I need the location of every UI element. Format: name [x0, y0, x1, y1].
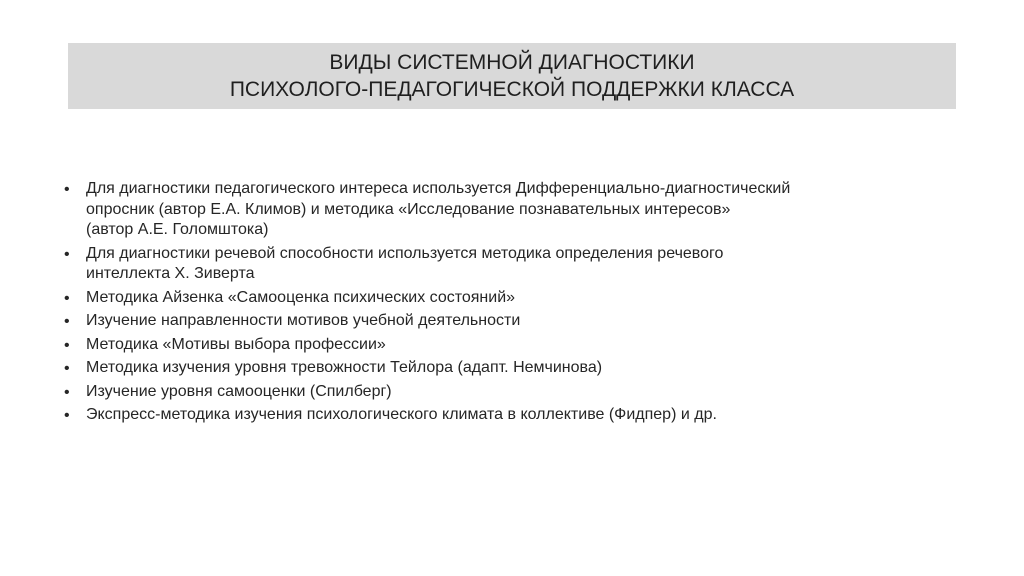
bullet-icon: •	[64, 407, 70, 424]
bullet-icon: •	[64, 289, 70, 307]
bullet-text-line: интеллекта Х. Зиверта	[86, 265, 255, 282]
bullet-text-line: Изучение направленности мотивов учебной деятельности	[86, 312, 521, 329]
bullet-text-line: Методика «Мотивы выбора профессии»	[86, 335, 386, 353]
bullet-text-line: Изучение уровня самооценки (Спилберг)	[86, 382, 392, 400]
bullet-text-line: Методика Айзенка «Самооценка психических состояний»	[86, 288, 516, 306]
bullet-icon: •	[64, 245, 70, 263]
bullet-text-line: Для диагностики педагогического интереса используется Дифференциально-диагностический	[86, 180, 791, 197]
bullet-icon: •	[64, 181, 70, 198]
bullet-text-line: опросник (автор Е.А. Климов) и методика «Исследование познавательных интересов»	[86, 200, 731, 218]
bullet-list	[64, 179, 964, 429]
bullet-item-8	[64, 405, 964, 426]
bullet-icon: •	[64, 313, 70, 330]
bullet-item-7	[64, 382, 964, 403]
bullet-icon: •	[64, 383, 70, 401]
bullet-text-line: Методика изучения уровня тревожности Тейлора (адапт. Немчинова)	[86, 359, 603, 376]
title-banner	[68, 43, 956, 109]
bullet-icon: •	[64, 360, 70, 377]
bullet-item-2	[64, 244, 964, 285]
bullet-text-line: Экспресс-методика изучения психологического климата в коллективе (Фидпер) и др.	[86, 406, 717, 423]
bullet-item-6	[64, 358, 964, 379]
bullet-item-1	[64, 179, 964, 241]
bullet-text-line: (автор А.Е. Голомштока)	[86, 221, 269, 238]
bullet-item-4	[64, 311, 964, 332]
bullet-item-3	[64, 288, 964, 309]
slide-title-line-1: ВИДЫ СИСТЕМНОЙ ДИАГНОСТИКИ	[329, 51, 695, 74]
slide-title-line-2: ПСИХОЛОГО-ПЕДАГОГИЧЕСКОЙ ПОДДЕРЖКИ КЛАССА	[229, 78, 795, 101]
bullet-text-line: Для диагностики речевой способности используется методика определения речевого	[86, 244, 724, 262]
bullet-icon: •	[64, 336, 70, 354]
bullet-item-5	[64, 335, 964, 356]
